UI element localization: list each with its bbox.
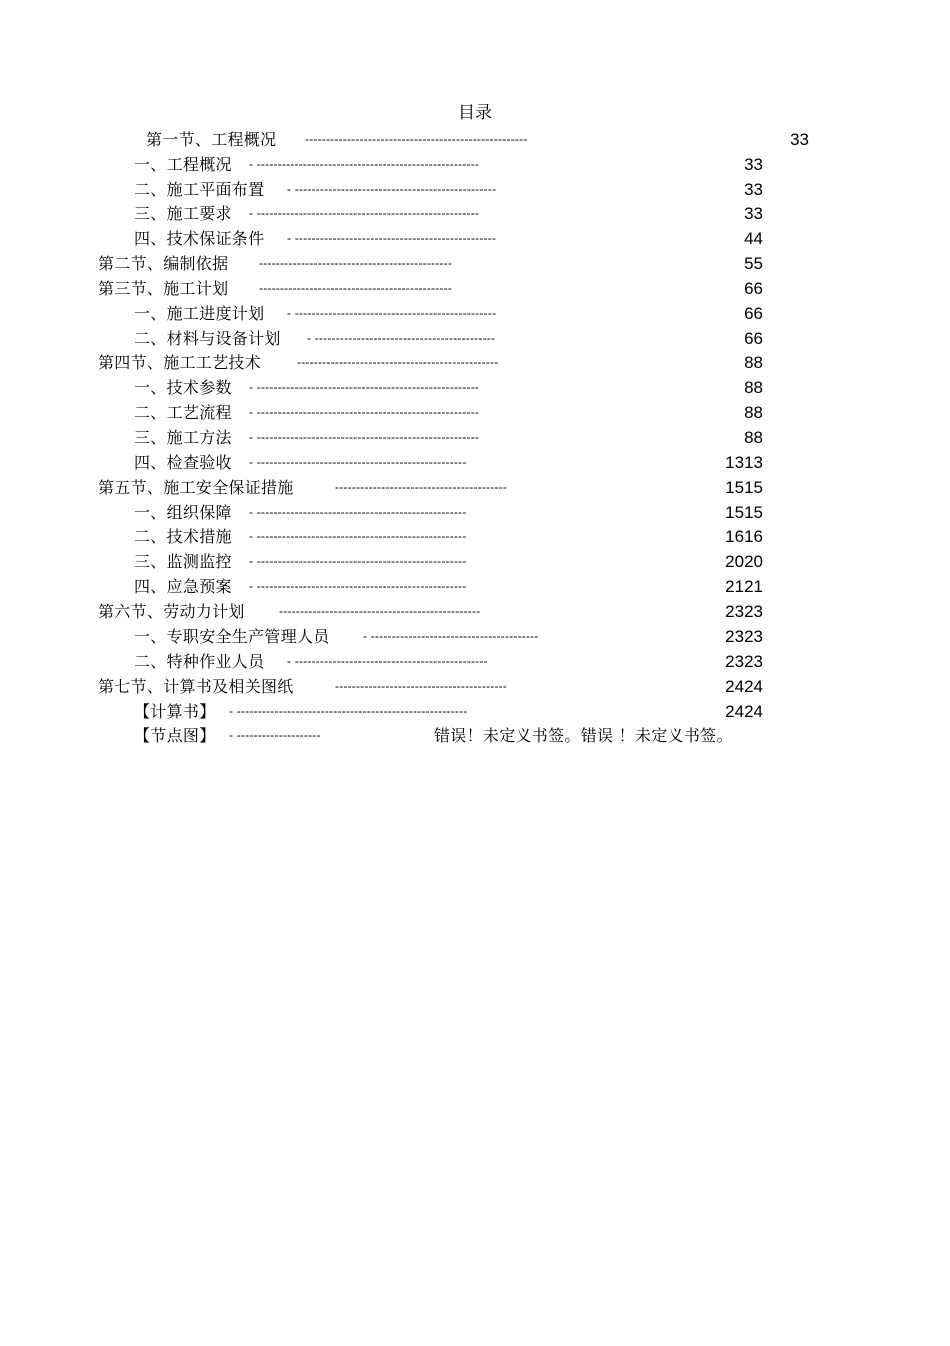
toc-entry[interactable]: [0, 400, 950, 425]
toc-entry[interactable]: [0, 350, 950, 375]
toc-leader: - -----------------------------------------------------: [249, 380, 480, 394]
toc-entry-label: 第五节、施工安全保证措施: [98, 478, 294, 497]
toc-entry[interactable]: [0, 375, 950, 400]
toc-entry-label: 第三节、施工计划: [98, 279, 229, 298]
toc-leader: - -----------------------------------------------------: [249, 206, 480, 220]
toc-page-number: 33: [744, 180, 763, 199]
toc-entry[interactable]: [0, 301, 950, 326]
toc-page-number: 2424: [725, 677, 763, 696]
toc-leader: - ------------------------------------------------: [287, 182, 497, 196]
toc-leader: - --------------------: [229, 728, 321, 742]
toc-entry-label: 【计算书】: [134, 702, 216, 721]
toc-entry-label: 第二节、编制依据: [98, 254, 229, 273]
toc-entry-label: 一、技术参数: [134, 378, 232, 397]
toc-entry-label: 三、监测监控: [134, 552, 232, 571]
toc-leader: -----------------------------------------------------: [305, 132, 528, 146]
toc-entry[interactable]: [0, 251, 950, 276]
toc-error-message: 错误！未定义书签。错误 ！未定义书签。: [434, 726, 733, 745]
toc-leader: - --------------------------------------------------: [249, 554, 467, 568]
toc-entry-label: 二、材料与设备计划: [134, 329, 281, 348]
toc-entry[interactable]: [0, 276, 950, 301]
toc-page-number: 44: [744, 229, 763, 248]
toc-page-number: 1313: [725, 453, 763, 472]
toc-page-number: 33: [744, 204, 763, 223]
toc-page-number: 88: [744, 378, 763, 397]
toc-entry-label: 一、工程概况: [134, 155, 232, 174]
toc-entry[interactable]: [0, 674, 950, 699]
toc-entry[interactable]: [0, 699, 950, 724]
toc-entry[interactable]: [0, 450, 950, 475]
toc-entry[interactable]: [0, 574, 950, 599]
toc-page-number: 55: [744, 254, 763, 273]
toc-entry-label: 二、技术措施: [134, 527, 232, 546]
toc-leader: - ----------------------------------------: [363, 629, 539, 643]
toc-entry-label: 一、组织保障: [134, 503, 232, 522]
toc-entry-label: 三、施工要求: [134, 204, 232, 223]
toc-entry-label: 四、应急预案: [134, 577, 232, 596]
toc-leader: -----------------------------------------: [335, 679, 508, 693]
toc-entry-label: 第六节、劳动力计划: [98, 602, 245, 621]
toc-page-number: 66: [744, 279, 763, 298]
toc-entry[interactable]: [0, 649, 950, 674]
toc-leader: - ------------------------------------------------: [287, 306, 497, 320]
toc-entry-label: 二、工艺流程: [134, 403, 232, 422]
toc-page-number: 1515: [725, 503, 763, 522]
toc-page-number: 88: [744, 428, 763, 447]
toc-leader: - --------------------------------------------------: [249, 579, 467, 593]
toc-leader: - --------------------------------------------------: [249, 505, 467, 519]
toc-page-number: 66: [744, 329, 763, 348]
toc-entry[interactable]: [0, 549, 950, 574]
toc-entry-label: 第七节、计算书及相关图纸: [98, 677, 294, 696]
toc-page-number: 33: [744, 155, 763, 174]
toc-page-number: 88: [744, 353, 763, 372]
toc-entry[interactable]: [0, 177, 950, 202]
toc-leader: - ------------------------------------------------: [287, 231, 497, 245]
toc-entry[interactable]: [0, 226, 950, 251]
toc-entry-label: 四、技术保证条件: [134, 229, 265, 248]
toc-leader: - -------------------------------------------: [307, 331, 496, 345]
toc-entry-label: 二、特种作业人员: [134, 652, 265, 671]
toc-leader: - -------------------------------------------------------: [229, 704, 468, 718]
toc-leader: - --------------------------------------------------: [249, 529, 467, 543]
toc-page-number: 2323: [725, 652, 763, 671]
toc-entry[interactable]: [0, 624, 950, 649]
toc-page-number: 2323: [725, 627, 763, 646]
toc-leader: - -----------------------------------------------------: [249, 157, 480, 171]
toc-entry[interactable]: [0, 201, 950, 226]
toc-entry[interactable]: [0, 524, 950, 549]
toc-leader: ----------------------------------------------: [259, 281, 453, 295]
toc-entry[interactable]: [0, 425, 950, 450]
toc-leader: -----------------------------------------: [335, 480, 508, 494]
toc-page-number: 1515: [725, 478, 763, 497]
toc-leader: ------------------------------------------------: [279, 604, 481, 618]
toc-entry[interactable]: [0, 599, 950, 624]
toc-leader: - -----------------------------------------------------: [249, 430, 480, 444]
toc-entry[interactable]: [0, 500, 950, 525]
toc-entry-label: 第一节、工程概况: [146, 130, 277, 149]
toc-page-number: 2020: [725, 552, 763, 571]
toc-leader: - -----------------------------------------------------: [249, 405, 480, 419]
toc-entry-label: 四、检查验收: [134, 453, 232, 472]
toc-page-number: 2323: [725, 602, 763, 621]
toc-entry-label: 三、施工方法: [134, 428, 232, 447]
toc-page-number: 2121: [725, 577, 763, 596]
toc-page-number: 88: [744, 403, 763, 422]
toc-page-number: 66: [744, 304, 763, 323]
toc-entry-label: 【节点图】: [134, 726, 216, 745]
toc-leader: - ----------------------------------------------: [287, 654, 488, 668]
toc-entry-label: 一、专职安全生产管理人员: [134, 627, 330, 646]
toc-entry[interactable]: [0, 475, 950, 500]
toc-title: 目录: [458, 103, 492, 123]
toc-entry[interactable]: [0, 152, 950, 177]
toc-entry-label: 一、施工进度计划: [134, 304, 265, 323]
toc-entry[interactable]: [0, 127, 950, 152]
toc-entry[interactable]: [0, 723, 950, 748]
toc-entry-label: 第四节、施工工艺技术: [98, 353, 262, 372]
toc-page-number: 33: [790, 130, 809, 149]
toc-leader: ----------------------------------------------: [259, 256, 453, 270]
toc-entry-label: 二、施工平面布置: [134, 180, 265, 199]
toc-entry[interactable]: [0, 326, 950, 351]
toc-leader: - --------------------------------------------------: [249, 455, 467, 469]
toc-leader: ------------------------------------------------: [297, 355, 499, 369]
toc-page-number: 2424: [725, 702, 763, 721]
toc-page-number: 1616: [725, 527, 763, 546]
